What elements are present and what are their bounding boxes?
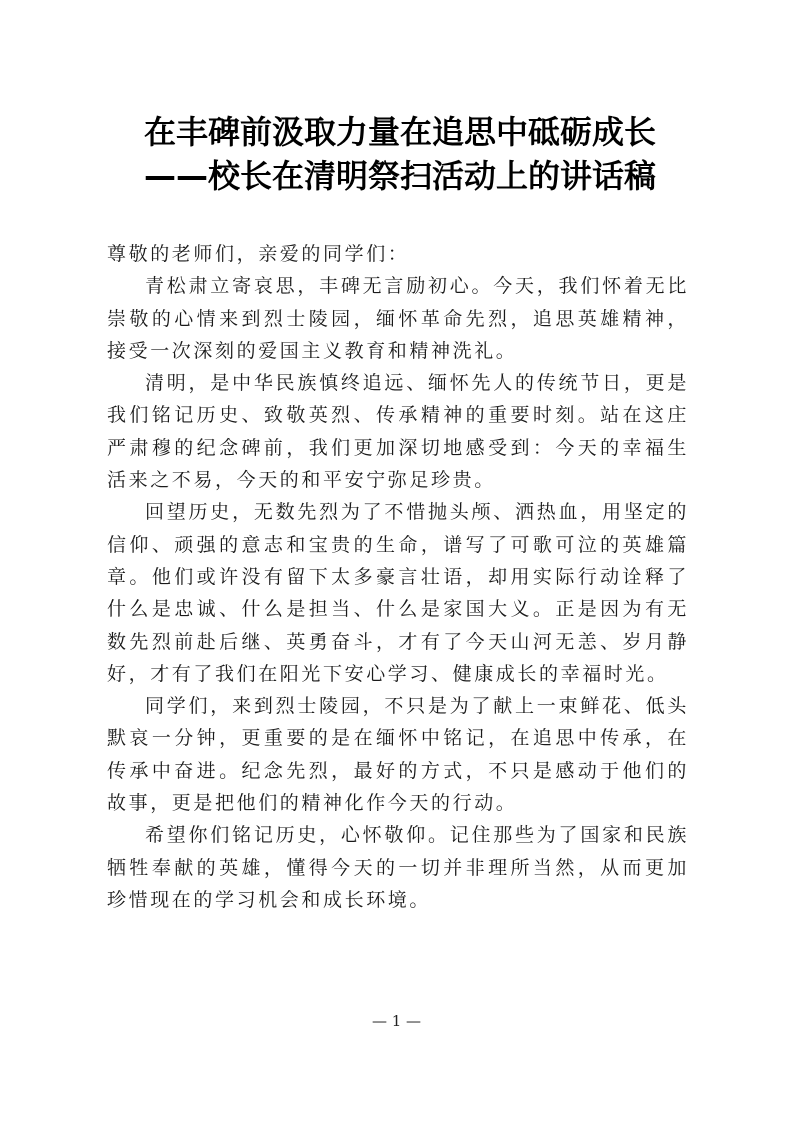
paragraph-1: 青松肃立寄哀思，丰碑无言励初心。今天，我们怀着无比崇敬的心情来到烈士陵园，缅怀革命先烈，追思英雄精神，接受一次深刻的爱国主义教育和精神洗礼。 (107, 275, 689, 362)
title-subtitle: ——校长在清明祭扫活动上的讲话稿 (143, 157, 656, 195)
paragraph-4: 同学们，来到烈士陵园，不只是为了献上一束鲜花、低头默哀一分钟，更重要的是在缅怀中铭记，在追思中传承，在传承中奋进。纪念先烈，最好的方式，不只是感动于他们的故事，更是把他们的精神化作今天的行动。 (107, 695, 689, 815)
document-title (100, 110, 700, 198)
paragraph-3: 回望历史，无数先烈为了不惜抛头颅、洒热血，用坚定的信仰、顽强的意志和宝贵的生命，谱写了可歌可泣的英雄篇章。他们或许没有留下太多豪言壮语，却用实际行动诠释了什么是忠诚、什么是担当、什么是家国大义。正是因为有无数先烈前赴后继、英勇奋斗，才有了今天山河无恙、岁月静好，才有了我们在阳光下安心学习、健康成长的幸福时光。 (107, 501, 689, 685)
title-main: 在丰碑前汲取力量在追思中砥砺成长 (143, 113, 656, 151)
paragraph-5: 希望你们铭记历史，心怀敬仰。记住那些为了国家和民族牺牲奉献的英雄，懂得今天的一切并非理所当然，从而更加珍惜现在的学习机会和成长环境。 (107, 824, 689, 911)
paragraph-2: 清明，是中华民族慎终追远、缅怀先人的传统节日，更是我们铭记历史、致敬英烈、传承精神的重要时刻。站在这庄严肃穆的纪念碑前，我们更加深切地感受到：今天的幸福生活来之不易，今天的和平安宁弥足珍贵。 (107, 372, 689, 492)
document-body (107, 238, 689, 916)
page-number: — 1 — (371, 1012, 422, 1030)
salutation: 尊敬的老师们，亲爱的同学们： (107, 243, 410, 265)
